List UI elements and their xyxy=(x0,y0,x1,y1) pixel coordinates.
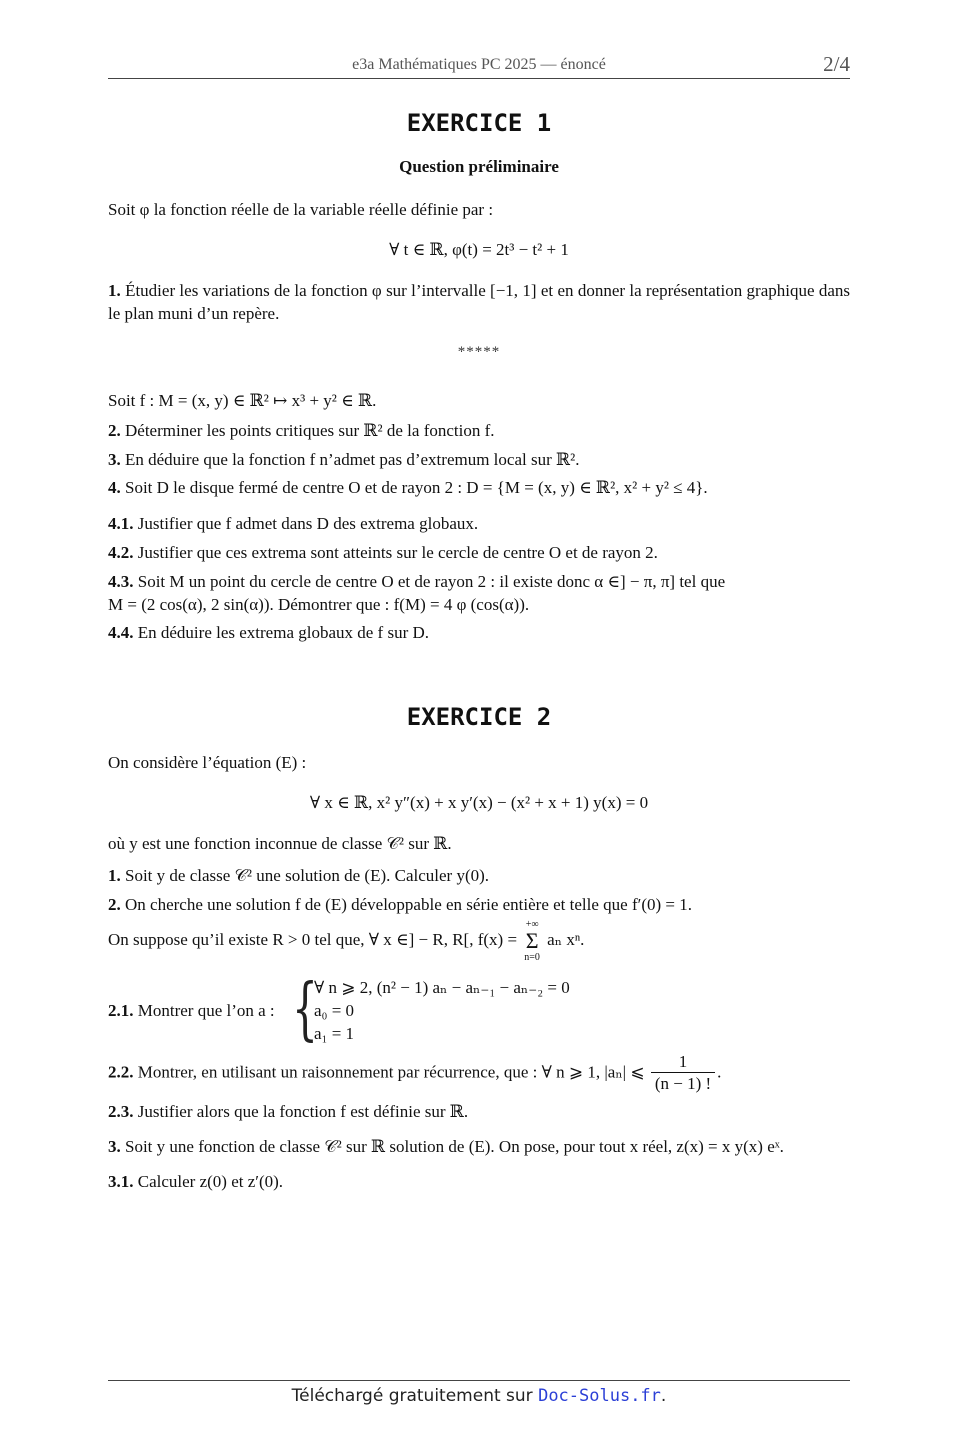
page-number: 2/4 xyxy=(823,52,850,76)
question-text: En déduire que la fonction f n’admet pas d’extremum local sur ℝ². xyxy=(125,450,580,469)
ex1-question-2 xyxy=(108,419,850,442)
page-footer xyxy=(108,1386,850,1406)
separator: ***** xyxy=(457,344,501,360)
question-number: 2. xyxy=(108,421,121,440)
question-text: On cherche une solution f de (E) développable en série entière et telle que f′(0) = 1. xyxy=(125,895,692,914)
question-text-continued: M = (2 cos(α), 2 sin(α)). Démontrer que : f(M) = 4 φ (cos(α)). xyxy=(108,595,530,614)
ex1-question-4-4 xyxy=(108,621,850,644)
question-text: Montrer que l’on a : xyxy=(137,1001,275,1020)
exercise2-intro: On considère l’équation (E) : xyxy=(108,753,307,772)
ex1-question-4-1 xyxy=(108,512,850,535)
question-number: 1. xyxy=(108,281,121,300)
exercise1-subtitle: Question préliminaire xyxy=(399,157,559,176)
sum-symbol xyxy=(524,919,540,963)
sum-lower-bound: n=0 xyxy=(524,952,540,963)
question-text: Soit y de classe 𝒞² une solution de (E). Calculer y(0). xyxy=(125,866,490,885)
question-text: Étudier les variations de la fonction φ sur l’intervalle [−1, 1] et en donner la représentation graphique dans le plan muni d’un repère. xyxy=(108,281,851,323)
footer-rule xyxy=(108,1380,850,1381)
question-number: 2.3. xyxy=(108,1102,134,1121)
question-text: Déterminer les points critiques sur ℝ² de la fonction f. xyxy=(125,421,495,440)
fraction-numerator: 1 xyxy=(651,1052,715,1073)
question-text: Justifier alors que la fonction f est définie sur ℝ. xyxy=(137,1102,469,1121)
ex1-question-4 xyxy=(108,476,850,499)
exercise2-where: où y est une fonction inconnue de classe 𝒞² sur ℝ. xyxy=(108,834,452,853)
question-number: 1. xyxy=(108,866,121,885)
question-number: 4.1. xyxy=(108,514,134,533)
ex2-question-2-2 xyxy=(108,1052,850,1095)
ex2-question-2 xyxy=(108,893,850,916)
question-text: Justifier que ces extrema sont atteints sur le cercle de centre O et de rayon 2. xyxy=(137,543,658,562)
question-number: 4. xyxy=(108,478,121,497)
exercise1-title: EXERCICE 1 xyxy=(406,109,552,137)
exercise1-intro: Soit φ la fonction réelle de la variable réelle définie par : xyxy=(108,200,494,219)
ex1-question-1 xyxy=(108,279,850,325)
question-number: 2. xyxy=(108,895,121,914)
header-title: e3a Mathématiques PC 2025 — énoncé xyxy=(352,56,606,73)
question-number: 4.3. xyxy=(108,572,134,591)
fraction-denominator: (n − 1) ! xyxy=(654,1074,712,1093)
sigma-icon: Σ xyxy=(525,928,539,953)
question-number: 3. xyxy=(108,450,121,469)
question-number: 3.1. xyxy=(108,1172,134,1191)
question-text: Montrer, en utilisant un raisonnement par récurrence, que : ∀ n ⩾ 1, |aₙ| ⩽ xyxy=(137,1062,645,1082)
ex2-question-3-1 xyxy=(108,1170,850,1193)
ex2-supposition xyxy=(108,919,850,963)
doc-solus-link[interactable]: Doc-Solus.fr xyxy=(538,1386,661,1406)
question-number: 3. xyxy=(108,1137,121,1156)
footer-text: Téléchargé gratuitement sur xyxy=(291,1386,533,1406)
question-text: Justifier que f admet dans D des extrema globaux. xyxy=(137,514,479,533)
ex2-question-1 xyxy=(108,864,850,887)
question-text: Soit D le disque fermé de centre O et de rayon 2 : D = {M = (x, y) ∈ ℝ², x² + y² ≤ 4}. xyxy=(125,478,708,497)
page-header xyxy=(108,52,850,79)
sum-term: aₙ xⁿ. xyxy=(547,929,585,949)
exercise2-title: EXERCICE 2 xyxy=(406,703,552,731)
left-brace-icon: { xyxy=(292,970,318,1049)
question-end: . xyxy=(717,1062,722,1082)
ex1-question-4-2 xyxy=(108,541,850,564)
footer-end: . xyxy=(660,1386,667,1406)
system-line-3: a₁ = 1 xyxy=(314,1024,355,1043)
ex2-question-2-1 xyxy=(108,970,850,1049)
question-text: Soit y une fonction de classe 𝒞² sur ℝ solution de (E). On pose, pour tout x réel, z(x) = x y(x) eˣ. xyxy=(125,1137,784,1156)
fraction xyxy=(651,1052,715,1095)
question-text: Calculer z(0) et z′(0). xyxy=(137,1172,284,1191)
question-number: 4.2. xyxy=(108,543,134,562)
supposition-text: On suppose qu’il existe R > 0 tel que, ∀ x ∈] − R, R[, f(x) = xyxy=(108,929,518,949)
ex1-question-4-3 xyxy=(108,570,850,616)
system-line-2: a₀ = 0 xyxy=(314,1001,355,1020)
question-label xyxy=(108,1001,275,1021)
sum-upper-bound: +∞ xyxy=(525,919,539,930)
system-line-1: ∀ n ⩾ 2, (n² − 1) aₙ − aₙ₋₁ − aₙ₋₂ = 0 xyxy=(314,978,570,997)
question-number: 2.1. xyxy=(108,1001,134,1020)
question-text: En déduire les extrema globaux de f sur D. xyxy=(137,623,430,642)
exercise2-formula: ∀ x ∈ ℝ, x² y″(x) + x y′(x) − (x² + x + 1) y(x) = 0 xyxy=(309,793,649,812)
ex1-question-3 xyxy=(108,448,850,471)
ex1-definition-f: Soit f : M = (x, y) ∈ ℝ² ↦ x³ + y² ∈ ℝ. xyxy=(108,391,377,410)
question-number: 2.2. xyxy=(108,1062,134,1082)
ex2-question-3 xyxy=(108,1135,850,1158)
ex2-question-2-3 xyxy=(108,1100,850,1123)
question-text: Soit M un point du cercle de centre O et de rayon 2 : il existe donc α ∈] − π, π] tel que xyxy=(137,572,726,591)
exercise1-formula: ∀ t ∈ ℝ, φ(t) = 2t³ − t² + 1 xyxy=(389,240,569,259)
question-number: 4.4. xyxy=(108,623,134,642)
